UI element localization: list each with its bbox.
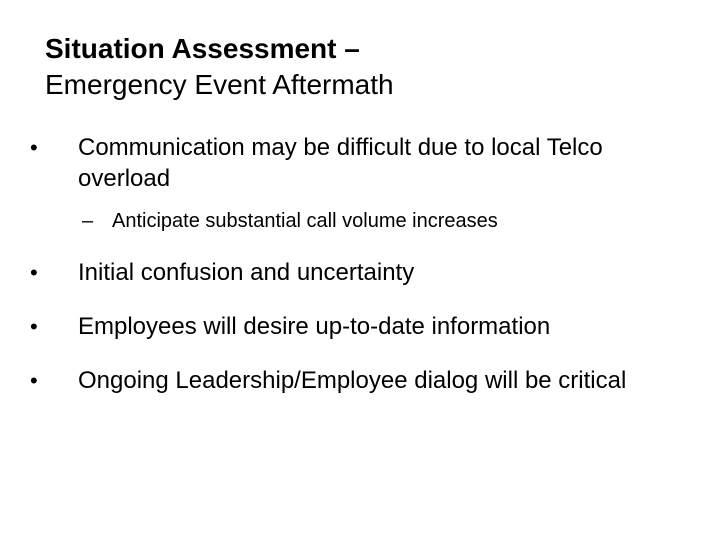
bullet-item [30,311,670,342]
bullet-marker: • [30,368,38,393]
bullet-text: Communication may be difficult due to local Telco overload [78,134,603,192]
slide-title-line2: Emergency Event Aftermath [45,69,394,100]
sub-bullet-marker: – [82,210,94,232]
bullet-item [30,132,670,194]
slide-title [45,31,685,103]
bullet-text: Employees will desire up-to-date information [78,313,551,340]
bullet-item [30,257,670,288]
bullet-item [30,365,670,396]
sub-bullet-item [82,208,682,234]
slide-title-line1: Situation Assessment – [45,33,360,64]
bullet-text: Initial confusion and uncertainty [78,259,415,286]
sub-bullet-text: Anticipate substantial call volume increases [112,210,498,232]
bullet-marker: • [30,135,38,160]
bullet-marker: • [30,314,38,339]
bullet-text: Ongoing Leadership/Employee dialog will be critical [78,367,627,394]
bullet-marker: • [30,260,38,285]
